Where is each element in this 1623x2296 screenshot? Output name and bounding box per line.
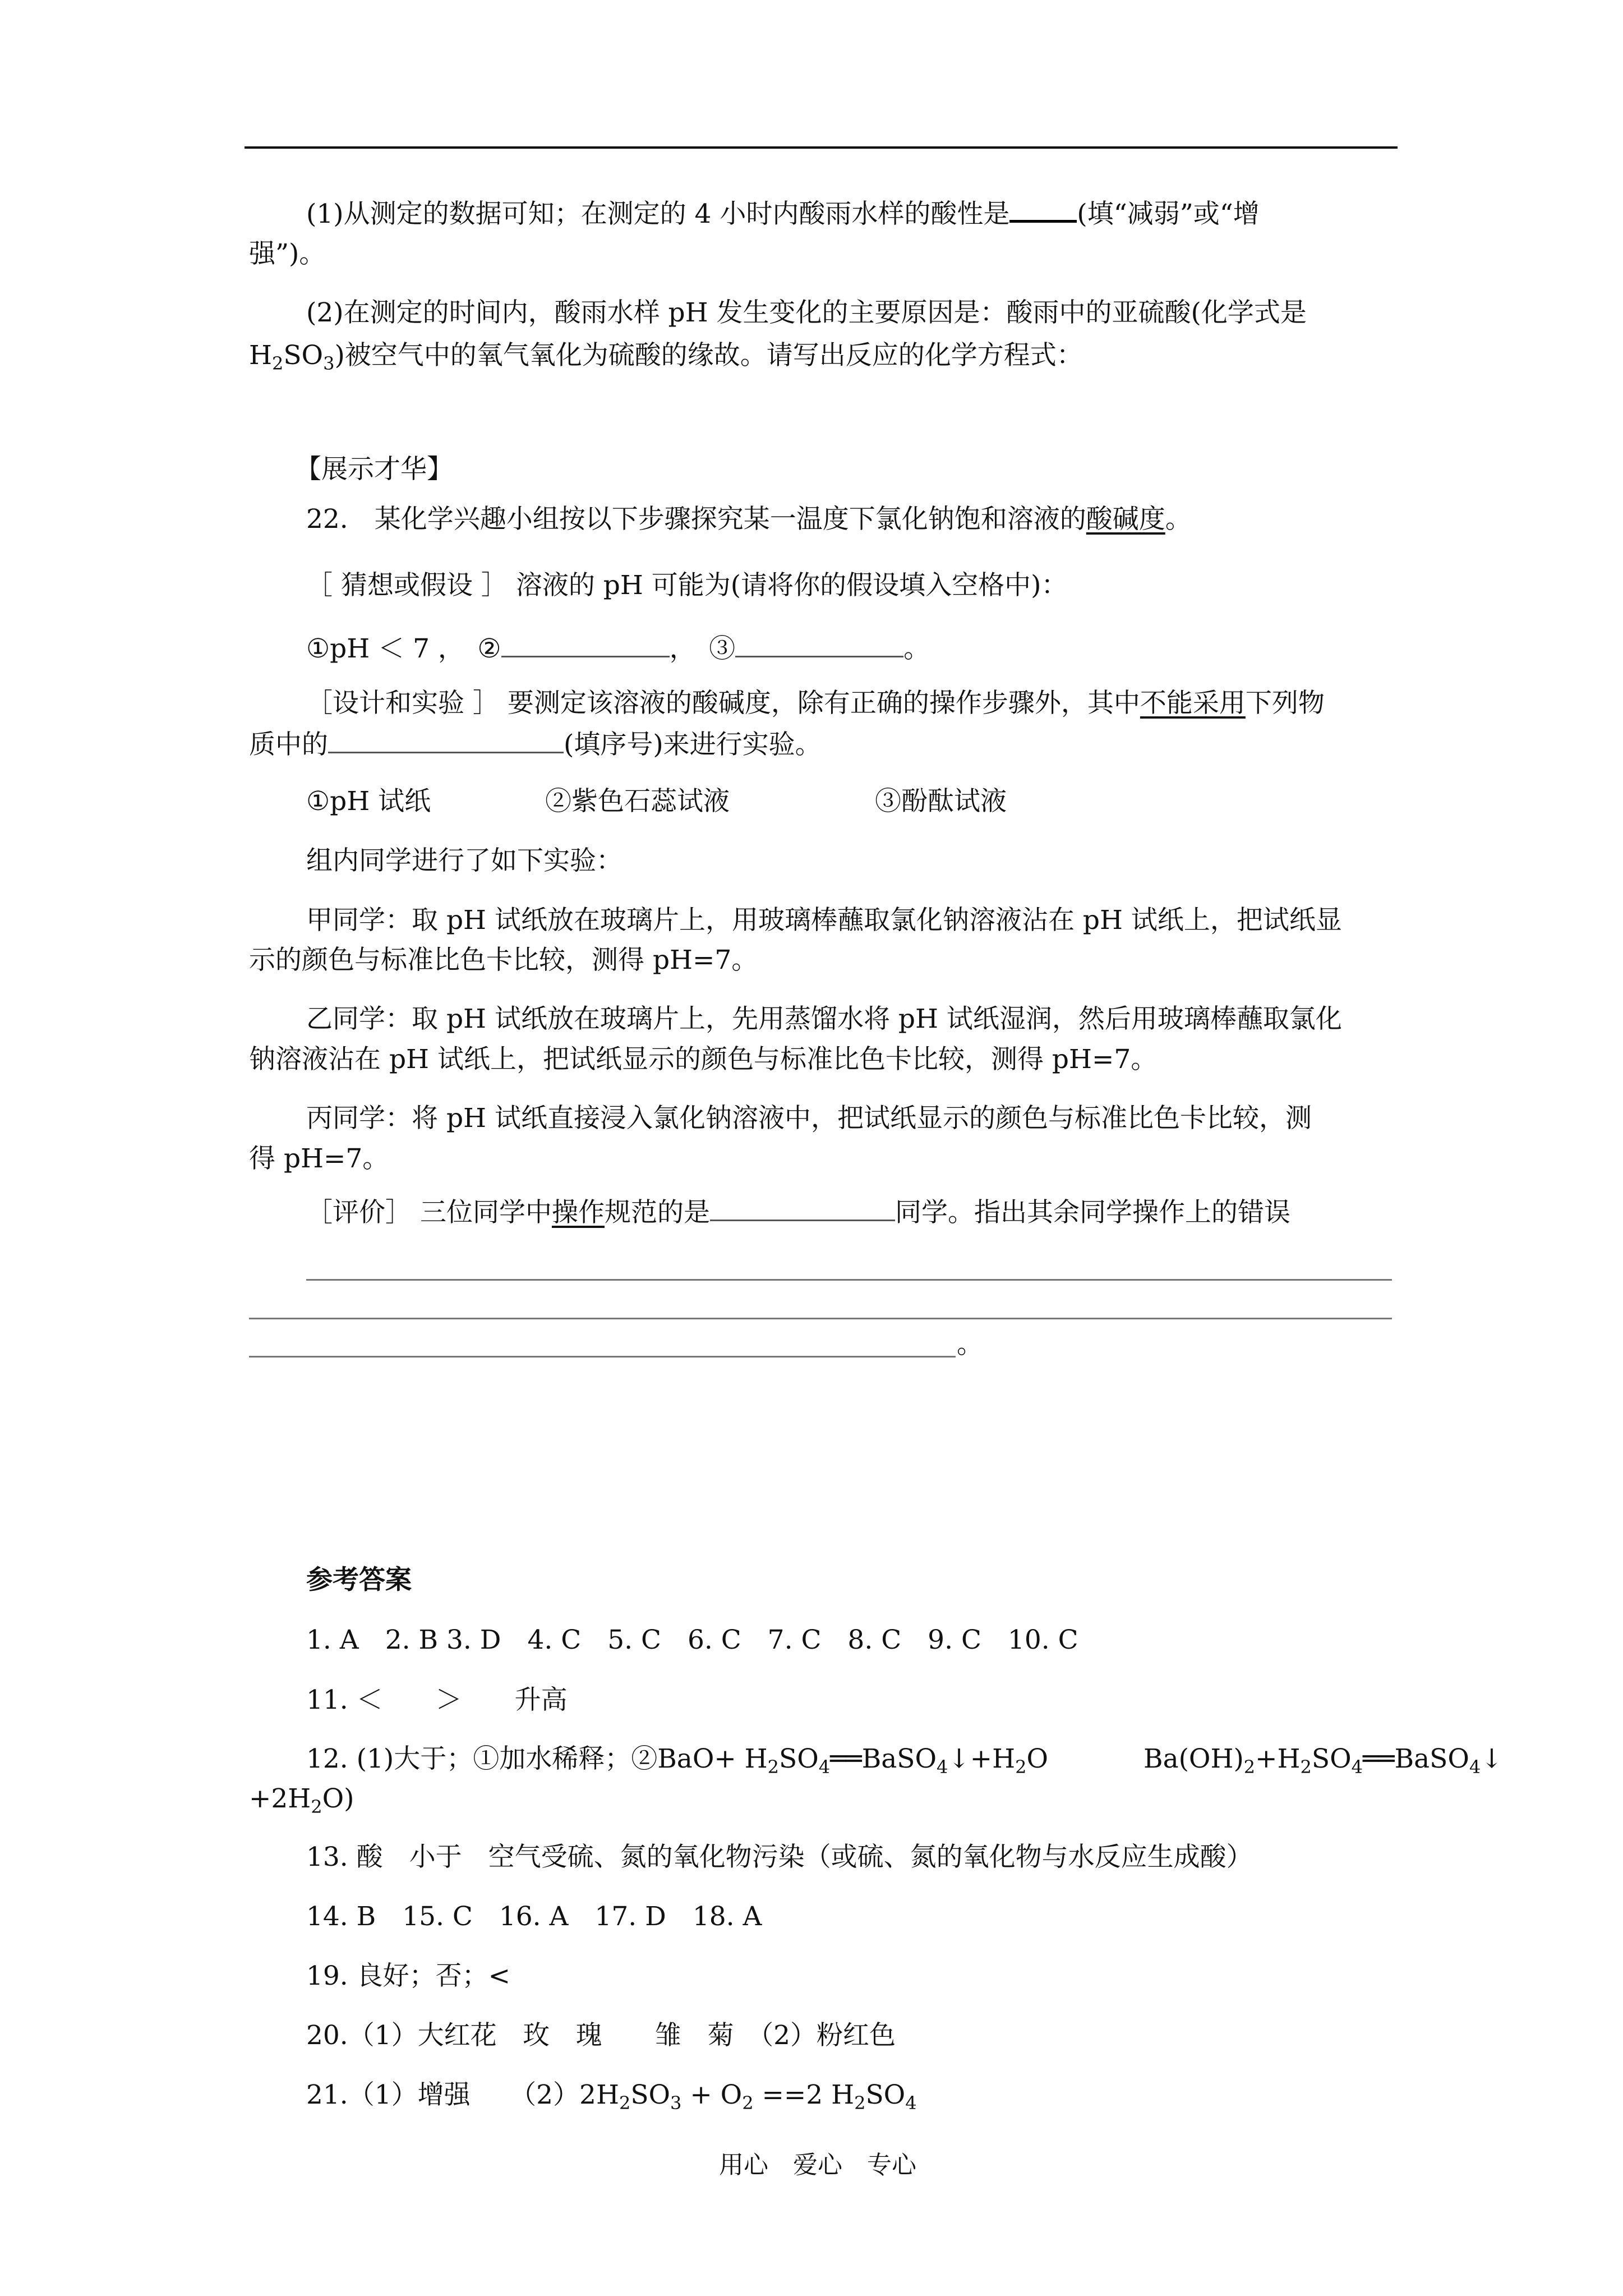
q22-intro: 22. 某化学兴趣小组按以下步骤探究某一温度下氯化钠饱和溶液的酸碱度。 bbox=[306, 504, 1192, 535]
answer-19: 19. 良好；否；< bbox=[306, 1961, 511, 1991]
answer-blank[interactable] bbox=[735, 631, 903, 657]
answer-11: 11. ＜ ＞ 升高 bbox=[306, 1685, 568, 1715]
q22-options: ①pH ＜ 7 ， ② ， ③ 。 bbox=[306, 631, 930, 666]
q21-part1-line1: (1)从测定的数据可知；在测定的 4 小时内酸雨水样的酸性是 (填“减弱”或“增 bbox=[306, 195, 1260, 232]
q22-choice-3: ③酚酞试液 bbox=[875, 786, 1007, 817]
answer-21: 21.（1）增强 $(2)2H_2SO_3 + O_2 ==2$ $H_2SO_4$ bbox=[306, 2079, 917, 2114]
answer-12-line2: $+2H_2O$) bbox=[249, 1783, 354, 1818]
answer-line[interactable] bbox=[249, 1318, 1392, 1319]
q22-jia-line1: 甲同学：取 pH 试纸放在玻璃片上，用玻璃棒蘸取氯化钠溶液沾在 pH 试纸上，把试纸显 bbox=[306, 905, 1342, 936]
answer-12-line1: 12. (1)大于；①加水稀释；②BaO+ $H_2SO_4══BaSO_4↓+H_2O$ $Ba(OH)_2+H_2SO_4══BaSO_4↓$ bbox=[306, 1743, 1503, 1778]
answer-blank[interactable] bbox=[328, 727, 564, 753]
q22-yi-line1: 乙同学：取 pH 试纸放在玻璃片上，先用蒸馏水将 pH 试纸湿润，然后用玻璃棒蘸取氯化 bbox=[306, 1004, 1342, 1034]
answer-14-18: 14. B 15. C 16. A 17. D 18. A bbox=[306, 1901, 762, 1932]
q22-hypothesis: ［ 猜想或假设 ］ 溶液的 pH 可能为(请将你的假设填入空格中)： bbox=[306, 570, 1068, 601]
answer-line-end: 。 bbox=[957, 1329, 983, 1360]
answer-line[interactable] bbox=[249, 1356, 956, 1358]
answer-1-10: 1. A 2. B 3. D 4. C 5. C 6. C 7. C 8. C 9. C 10. C bbox=[306, 1625, 1078, 1655]
q22-choice-2: ②紫色石蕊试液 bbox=[545, 786, 730, 817]
answer-20: 20.（1）大红花 玫 瑰 雏 菊 （2）粉红色 bbox=[306, 2020, 896, 2051]
q21-part2-line1: (2)在测定的时间内，酸雨水样 pH 发生变化的主要原因是：酸雨中的亚硫酸(化学式是 bbox=[306, 297, 1307, 328]
page-footer: 用心 爱心 专心 bbox=[719, 2151, 916, 2179]
answer-13: 13. 酸 小于 空气受硫、氮的氧化物污染（或硫、氮的氧化物与水反应生成酸） bbox=[306, 1842, 1253, 1872]
q22-jia-line2: 示的颜色与标准比色卡比较，测得 pH=7。 bbox=[249, 945, 758, 976]
q22-bing-line1: 丙同学：将 pH 试纸直接浸入氯化钠溶液中，把试纸显示的颜色与标准比色卡比较，测 bbox=[306, 1103, 1312, 1134]
q22-yi-line2: 钠溶液沾在 pH 试纸上，把试纸显示的颜色与标准比色卡比较，测得 pH=7。 bbox=[249, 1044, 1158, 1075]
header-rule bbox=[245, 146, 1398, 149]
q22-bing-line2: 得 pH=7。 bbox=[249, 1143, 389, 1174]
answer-blank[interactable] bbox=[1009, 195, 1077, 223]
q22-group: 组内同学进行了如下实验： bbox=[306, 845, 623, 876]
q22-choice-1: ①pH 试纸 bbox=[306, 786, 431, 817]
q22-design-line1: ［设计和实验 ］ 要测定该溶液的酸碱度，除有正确的操作步骤外，其中不能采用下列物 bbox=[306, 688, 1325, 719]
answer-line[interactable] bbox=[306, 1279, 1392, 1281]
q22-evaluation: ［评价］ 三位同学中操作规范的是 同学。指出其余同学操作上的错误 bbox=[306, 1195, 1290, 1230]
q22-design-line2: 质中的 (填序号)来进行实验。 bbox=[249, 727, 822, 762]
q21-part1-line2: 强”)。 bbox=[249, 238, 326, 269]
answer-blank[interactable] bbox=[710, 1195, 895, 1221]
q21-part2-line2: $H_2SO_3$)被空气中的氧气氧化为硫酸的缘故。请写出反应的化学方程式： bbox=[249, 340, 1083, 374]
answer-blank[interactable] bbox=[501, 631, 670, 657]
answers-title: 参考答案 bbox=[306, 1565, 412, 1595]
section-title: 【展示才华】 bbox=[295, 454, 453, 485]
